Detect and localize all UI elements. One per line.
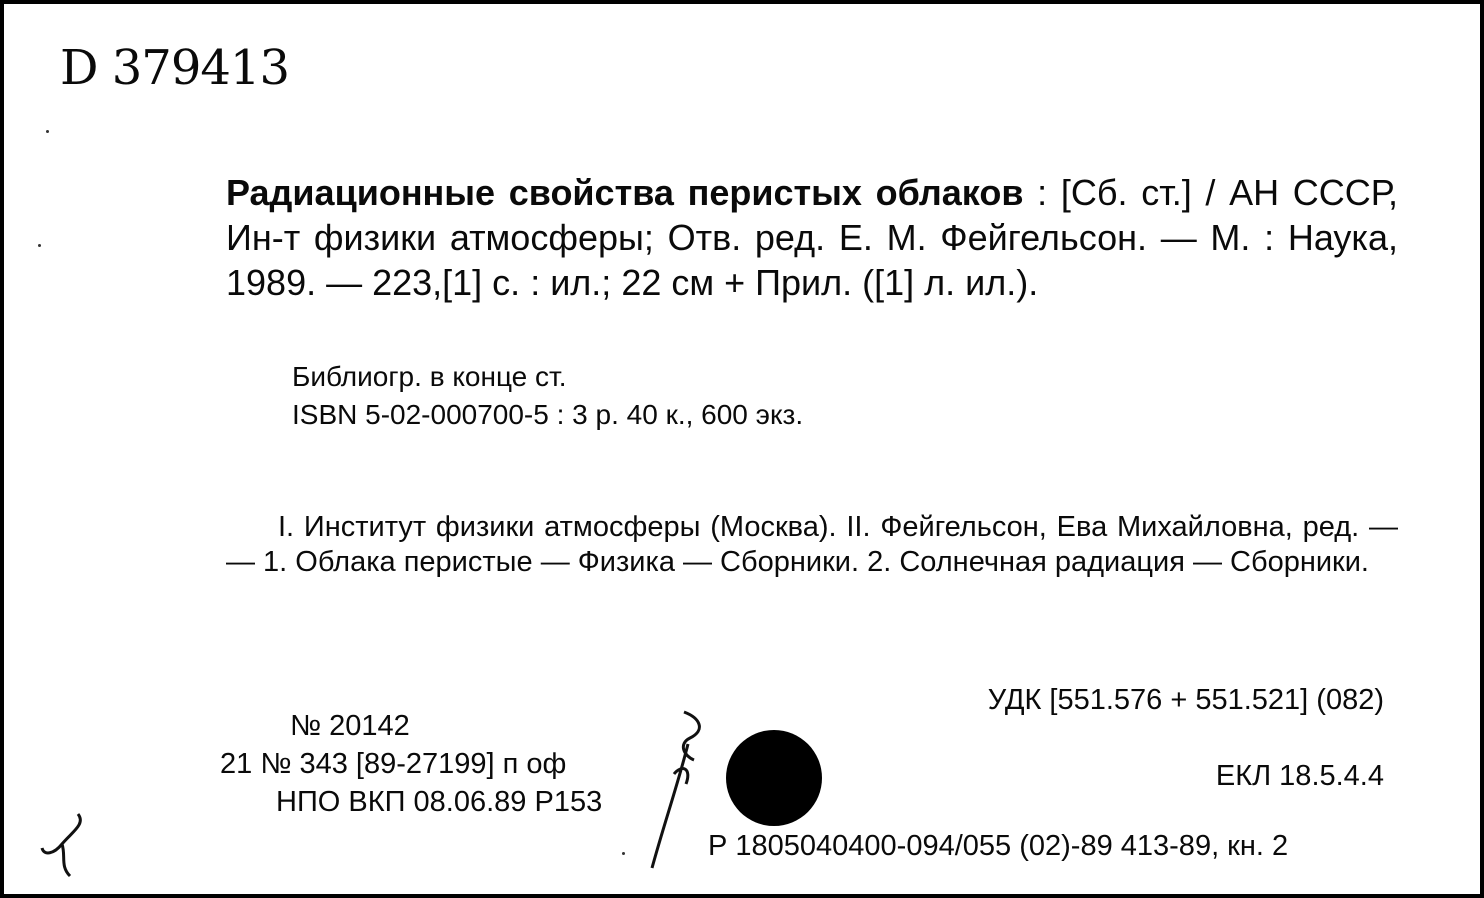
bibliography-note: Библиогр. в конце ст. [292, 361, 567, 392]
bibliographic-entry [226, 170, 1398, 305]
publication-code: Р 1805040400-094/055 (02)-89 413-89, кн. 2 [708, 830, 1289, 862]
book-title: Радиационные свойства перистых облаков [226, 172, 1024, 213]
ink-speck [46, 130, 49, 133]
number-line: № 20142 [290, 710, 410, 742]
registration-line: 21 № 343 [89-27199] п оф [220, 748, 567, 780]
udk-code: УДК [551.576 + 551.521] (082) [987, 684, 1384, 716]
subject-headings: I. Институт физики атмосферы (Москва). II. Фейгельсон, Ева Михайловна, ред. — — 1. Облака перистые — Физика — Сборники. 2. Солнечная радиация — Сборники. [226, 511, 1398, 578]
isbn-note: ISBN 5-02-000700-5 : 3 р. 40 к., 600 экз. [292, 399, 804, 430]
ekl-code: ЕКЛ 18.5.4.4 [1215, 760, 1384, 792]
handwritten-corner-mark [32, 804, 92, 884]
ink-speck [622, 852, 625, 855]
bibliographic-description: : [Сб. ст.] / АН СССР, Ин-т физики атмосферы; Отв. ред. Е. М. Фейгельсон. — М. : Наука, 1989. — 223,[1] с. : ил.; 22 см + Прил. ([1] л. ил.). [226, 172, 1398, 303]
ink-speck [38, 244, 41, 247]
call-number: D 379413 [60, 40, 289, 96]
handwritten-mark [614, 704, 724, 874]
notes-block [292, 358, 803, 434]
publisher-line: НПО ВКП 08.06.89 Р153 [276, 786, 603, 818]
punch-hole [726, 730, 822, 826]
